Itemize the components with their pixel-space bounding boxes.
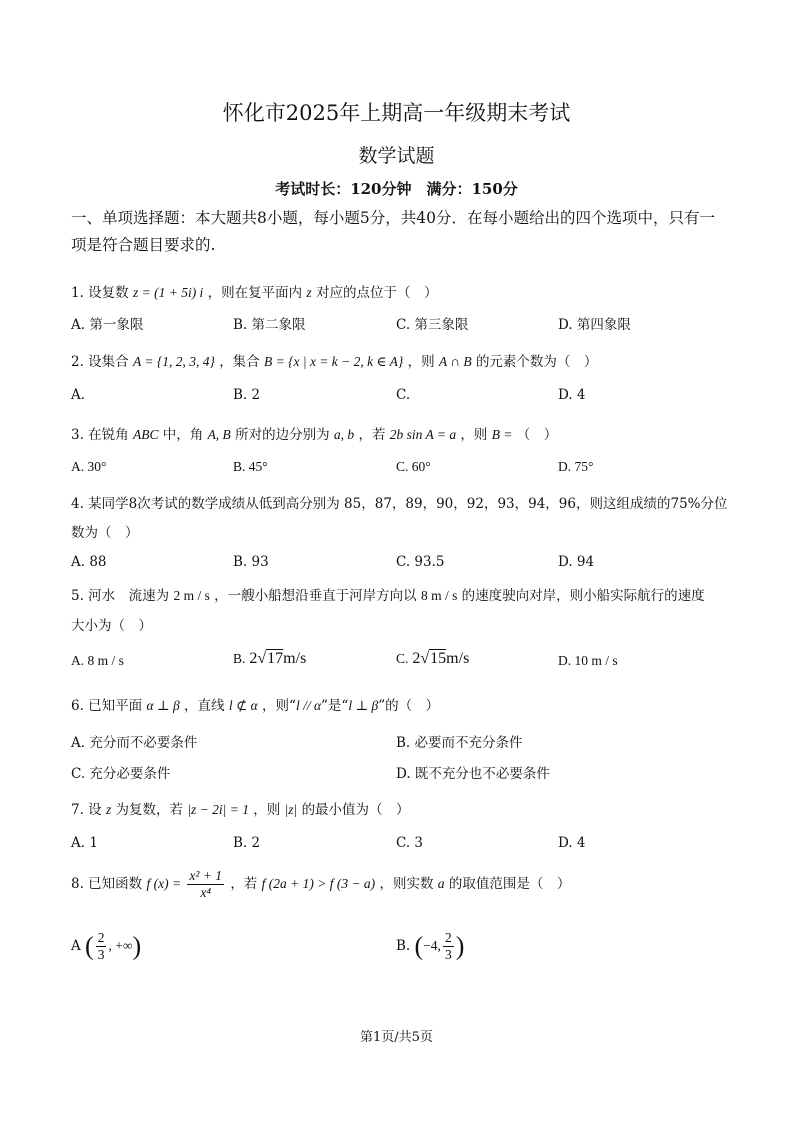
radical-icon: √ [420,650,430,667]
q2-intersection: A ∩ B [438,354,472,369]
q7-text2: ，则 [253,802,281,818]
right-paren-icon: ) [455,931,465,961]
q6-tail: ”的（ ） [378,698,440,714]
question-3 [71,423,557,443]
q3-text: 中，角 [162,427,204,443]
radical-icon: √ [257,650,267,667]
q5-option-b-label: B. [233,651,246,666]
q2-option-a: A. [71,387,86,403]
q7-prefix: 7. 设 [71,802,102,818]
q8-option-b-head: −4, [423,938,441,953]
q3-sides: a, b [333,427,355,442]
question-2 [71,350,597,370]
q3-option-d: D. 75° [558,459,594,474]
q1-option-a: A. 第一象限 [71,317,144,333]
q5-option-c-label: C. [396,651,409,666]
q2-option-d: D. 4 [558,387,586,403]
q5-option-b-coef: 2 [249,650,258,667]
q2-tail: 的元素个数为（ ） [475,354,598,370]
q6-text: ，直线 [184,698,225,714]
q3-text4: ，则 [460,427,488,443]
q7-option-b: B. 2 [233,835,261,851]
q3-triangle: ABC [132,427,159,442]
q4-option-d: D. 94 [558,554,595,570]
left-paren-icon: ( [85,931,94,961]
question-6 [71,694,439,714]
q3-condition: 2b sin A = a [389,427,457,442]
q8-tail: 的取值范围是（ ） [448,876,571,892]
section-heading: 一、单项选择题：本大题共8小题，每小题5分，共40分．在每小题给出的四个选项中，只有一项是符合题目要求的. [71,209,715,254]
q8-option-b-num: 2 [444,930,452,945]
q7-option-d: D. 4 [558,835,586,851]
q5-option-b-unit: m/s [283,650,307,667]
q5-option-c [396,650,469,668]
q1-prefix: 1. 设复数 [71,285,129,301]
q5-text: ，一艘小船想沿垂直于河岸方向以 [214,588,417,604]
q6-condition-2: l ⊥ β [348,698,379,713]
q7-text: 为复数，若 [115,802,184,818]
q1-option-c: C. 第三象限 [396,317,469,333]
q1-tail: 对应的点位于（ ） [315,285,438,301]
q5-option-c-coef: 2 [412,650,421,667]
q1-option-d: D. 第四象限 [558,317,631,333]
left-paren-icon: ( [414,931,424,961]
q8-text: ，若 [230,876,258,892]
q5-speed-1: 2 m / s [173,588,210,603]
q2-set-a: A = {1, 2, 3, 4} [132,354,215,369]
q8-option-a-den: 3 [97,947,105,962]
q2-set-b: B = {x | x = k − 2, k ∈ A} [263,354,404,369]
question-5 [71,584,705,604]
q7-var: z [105,802,112,817]
question-4-line2: 数为（ ） [71,525,139,541]
q2-option-c: C. [396,387,411,403]
q6-line: l ⊄ α [228,698,258,713]
q5-option-a: A. 8 m / s [71,653,124,668]
q8-option-b-den: 3 [444,947,452,962]
q1-option-b: B. 第二象限 [233,317,306,333]
q8-option-b-label: B. [396,938,411,954]
question-8 [71,868,570,901]
q8-function: f (x) = [146,876,182,891]
right-paren-icon: ) [132,931,142,961]
q6-option-b: B. 必要而不充分条件 [396,735,523,751]
q6-text2: ，则“ [262,698,296,714]
q3-text3: ，若 [358,427,386,443]
subject-title: 数学试题 [358,145,435,167]
q1-expression: z = (1 + 5i) i [132,285,204,300]
q3-ask: B = [491,427,513,442]
question-7 [71,798,410,818]
q7-option-a: A. 1 [71,835,98,851]
q3-prefix: 3. 在锐角 [71,427,129,443]
page-footer: 第1页/共5页 [360,1030,433,1045]
q6-option-a: A. 充分而不必要条件 [71,735,198,751]
q8-inequality: f (2a + 1) > f (3 − a) [261,876,376,891]
q1-var: z [306,285,312,300]
q3-tail: （ ） [516,427,558,443]
q7-condition: |z − 2i| = 1 [187,802,249,817]
q6-option-c: C. 充分必要条件 [71,766,171,782]
exam-info: 考试时长：120分钟 满分：150分 [275,180,518,198]
q7-option-c: C. 3 [396,835,424,851]
q5-speed-2: 8 m / s [420,588,458,603]
q3-option-a: A. 30° [71,459,107,474]
q6-prefix: 6. 已知平面 [71,698,143,714]
q8-fraction [187,868,224,901]
q8-prefix: 8. 已知函数 [71,876,143,892]
q8-var: a [437,876,445,891]
q6-condition-1: l // α [295,698,322,713]
q4-option-b: B. 93 [233,554,269,570]
q7-tail: 的最小值为（ ） [301,802,410,818]
exam-title: 怀化市2025年上期高一年级期末考试 [222,101,571,125]
q5-option-c-radicand: 15 [430,650,447,667]
q6-text3: ”是“ [321,698,349,714]
q8-denominator: x⁴ [200,885,212,900]
q5-tail: 的速度驶向对岸，则小船实际航行的速度 [461,588,705,604]
q8-option-a-num: 2 [97,930,105,945]
question-1 [71,281,437,301]
q5-option-b-radicand: 17 [267,650,284,667]
q8-option-a-fraction [96,930,107,963]
q4-option-c: C. 93.5 [396,554,445,570]
q8-numerator: x² + 1 [189,868,223,883]
q5-prefix: 5. 河水 流速为 [71,588,170,604]
q5-option-b [233,650,306,668]
question-4-line1: 4. 某同学8次考试的数学成绩从低到高分别为 85，87，89，90，92，93，94，96，则这组成绩的75%分位 [71,496,728,512]
q8-option-a-tail: , +∞ [108,938,133,953]
q3-option-c: C. 60° [396,459,431,474]
q3-angles: A, B [207,427,231,442]
q2-prefix: 2. 设集合 [71,354,129,370]
q3-option-b: B. 45° [233,459,268,474]
q8-option-b-fraction [443,930,454,963]
q8-option-a [71,930,141,963]
q3-text2: 所对的边分别为 [235,427,330,443]
question-5-line2: 大小为（ ） [71,618,152,634]
q5-option-d: D. 10 m / s [558,653,618,668]
q2-text: ，集合 [219,354,260,370]
q6-planes: α ⊥ β [146,698,180,713]
q7-abs: |z| [284,802,298,817]
q5-option-c-unit: m/s [446,650,470,667]
q8-option-a-label: A [71,938,81,954]
q6-option-d: D. 既不充分也不必要条件 [396,766,550,782]
q8-text2: ，则实数 [379,876,434,892]
q2-option-b: B. 2 [233,387,261,403]
q1-text: ，则在复平面内 [207,285,303,301]
q2-text2: ，则 [407,354,435,370]
q4-option-a: A. 88 [71,554,107,570]
q8-option-b [396,930,464,963]
